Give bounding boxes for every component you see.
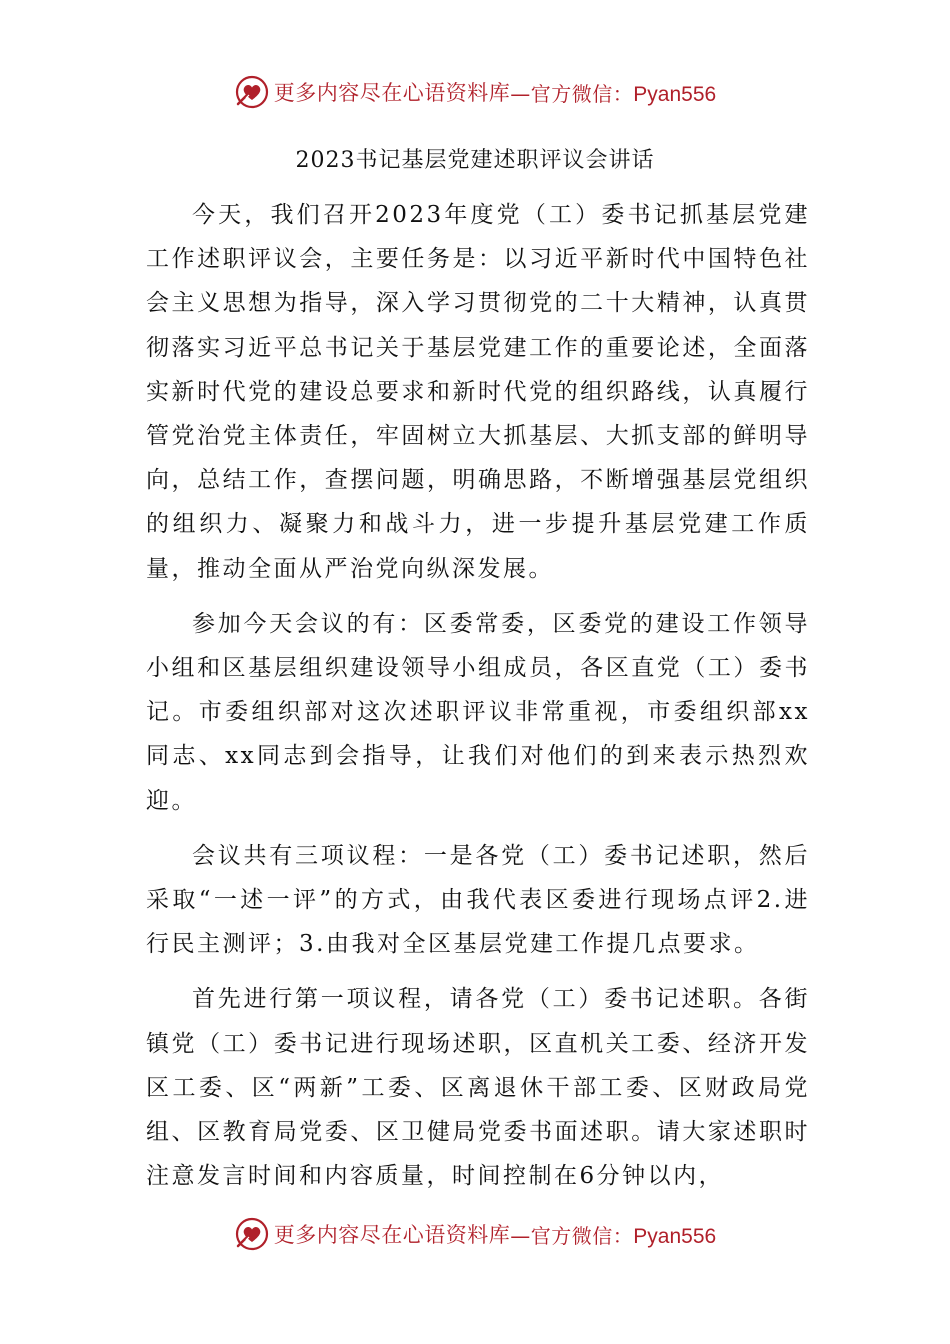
paragraph: 今天，我们召开2023年度党（工）委书记抓基层党建工作述职评议会，主要任务是：以习近平新时代中国特色社会主义思想为指导，深入学习贯彻党的二十大精神，认真贯彻落实习近平总书记关于基层党建工作的重要论述，全面落实新时代党的建设总要求和新时代党的组织路线，认真履行管党治党主体责任，牢固树立大抓基层、大抓支部的鲜明导向，总结工作，查摆问题，明确思路，不断增强基层党组织的组织力、凝聚力和战斗力，进一步提升基层党建工作质量，推动全面从严治党向纵深发展。 [146, 202, 810, 582]
banner-contact-prefix: —官方微信： [510, 1223, 634, 1248]
banner-contact-text [510, 78, 716, 107]
banner-contact-id: Pyan556 [633, 1224, 717, 1248]
document-title: 2023书记基层党建述职评议会讲话 [295, 148, 655, 173]
banner-contact-prefix: —官方微信： [510, 81, 634, 106]
banner-contact-text [510, 1220, 716, 1249]
heart-logo-icon [234, 1216, 270, 1252]
paragraph: 参加今天会议的有：区委常委，区委党的建设工作领导小组和区基层组织建设领导小组成员，各区直党（工）委书记。市委组织部对这次述职评议非常重视，市委组织部xx同志、xx同志到会指导，让我们对他们的到来表示热烈欢迎。 [146, 610, 810, 814]
banner-brand-text: 更多内容尽在心语资料库 [273, 1223, 511, 1247]
footer-watermark-banner [0, 1214, 950, 1254]
paragraph: 首先进行第一项议程，请各党（工）委书记述职。各街镇党（工）委书记进行现场述职，区直机关工委、经济开发区工委、区“两新”工委、区离退休干部工委、区财政局党组、区教育局党委、区卫健局党委书面述职。请大家述职时注意发言时间和内容质量，时间控制在6分钟以内， [146, 986, 810, 1190]
banner-brand-text: 更多内容尽在心语资料库 [273, 81, 511, 105]
heart-logo-icon [234, 74, 270, 110]
paragraph: 会议共有三项议程：一是各党（工）委书记述职，然后采取“一述一评”的方式，由我代表区委进行现场点评2.进行民主测评；3.由我对全区基层党建工作提几点要求。 [146, 842, 810, 958]
document-body [146, 193, 810, 1209]
header-watermark-banner [0, 72, 950, 112]
banner-contact-id: Pyan556 [633, 82, 717, 106]
